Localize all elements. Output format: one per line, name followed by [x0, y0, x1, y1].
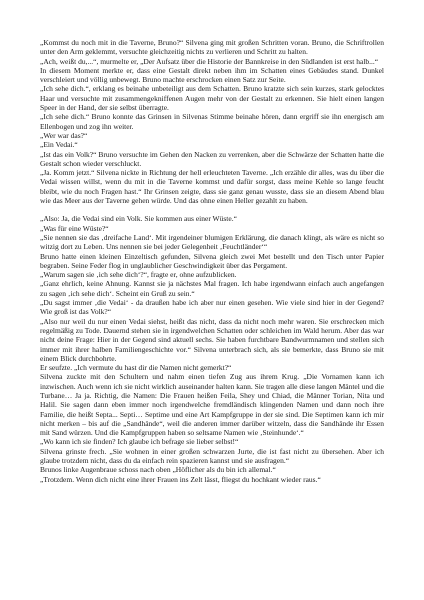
- paragraph: „Ich sehe dich.“ Bruno konnte das Grinsen in Silvenas Stimme beinahe hören, dann ergriff sie ihn energisch am Ellenbogen und zog ihn weiter.: [40, 112, 384, 131]
- paragraph: „Sie nennen sie das ‚dreifache Land‘. Mit irgendeiner blumigen Erklärung, die danach klingt, als wäre es nicht so witzig dort zu Leben. Uns nennen sie bei jeder Gelegenheit ‚Feuchtländer‘“: [40, 232, 384, 252]
- paragraph: „Warum sagen sie ‚ich sehe dich‘?“, fragte er, ohne aufzublicken.: [40, 270, 237, 280]
- paragraph: „Was für eine Wüste?“: [40, 223, 109, 233]
- section-1: [40, 38, 384, 205]
- paragraph: „Also: Ja, die Vedai sind ein Volk. Sie kommen aus einer Wüste.“: [40, 214, 237, 224]
- paragraph: In diesem Moment merkte er, dass eine Gestalt direkt neben ihm im Schatten eines Gebäudes stand. Dunkel verschleiert und völlig unbewegt. Bruno machte erschrocken einen Satz zur Seite.: [40, 65, 384, 85]
- paragraph: „Du sagst immer ‚die Vedai‘ - da draußen habe ich aber nur einen gesehen. Wie viele sind hier in der Gegend? Wie groß ist das Volk?“: [40, 298, 384, 317]
- section-2: [40, 214, 384, 484]
- paragraph: „Trotzdem. Wenn dich nicht eine ihrer Frauen ins Zelt lässt, fliegst du hochkant wieder raus.“: [40, 474, 321, 484]
- paragraph: „Ganz ehrlich, keine Ahnung. Kannst sie ja nächstes Mal fragen. Ich habe irgendwann einfach auch angefangen zu sagen ‚ich sehe dich‘. Scheint ein Gruß zu sein.“: [40, 279, 384, 298]
- paragraph: Brunos linke Augenbraue schoss nach oben „Höflicher als du bin ich allemal.“: [40, 465, 276, 475]
- paragraph: „Ja. Komm jetzt.“ Silvena nickte in Richtung der hell erleuchteten Taverne. „Ich erzähle dir alles, was du über die Vedai wissen willst, wenn du mit in die Taverne kommst und dafür sorgst, dass meine Kehle so lange feucht bleibt, wie du noch Fragen hast.“ Ihr Grinsen zeigte, dass sie ganz genau wusste, dass sie an diesem Abend blau wie das Meer aus der Taverne gehen würde. Und das ohne einen Heller gezahlt zu haben.: [40, 168, 384, 206]
- paragraph: Bruno hatte einen kleinen Einzeltisch gefunden, Silvena gleich zwei Met bestellt und den Tisch unter Papier begraben. Seine Feder flog in unglaublicher Geschwindigkeit über das Pergament.: [40, 251, 384, 270]
- paragraph: „Wer war das?“: [40, 130, 88, 140]
- paragraph: Silvena grinste frech. „Sie wohnen in einer großen schwarzen Jurte, die ist fast nicht zu übersehen. Aber ich glaube trotzdem nicht, dass du da einfach rein spazieren kannst und sie ausfragen.“: [40, 446, 384, 466]
- paragraph: „Ein Vedai.“: [40, 140, 78, 150]
- section-break: [40, 205, 384, 214]
- paragraph: „Wo kann ich sie finden? Ich glaube ich befrage sie lieber selbst!“: [40, 437, 239, 447]
- paragraph: „Ist das ein Volk?“ Bruno versuchte im Gehen den Nacken zu verrenken, aber die Schwärze der Schatten hatte die Gestalt schon wieder verschluckt.: [40, 149, 384, 168]
- paragraph: „Also nur weil du nur einen Vedai siehst, heißt das nicht, dass da nicht noch mehr waren. Sie erschrecken mich regelmäßig zu Tode. Dauernd stehen sie in irgendwelchen Schatten oder schleichen im Wald herum. Aber das war nicht deine Frage: Hier in der Gegend sind aktuell sechs. Sie haben furchtbare Bandwurmnamen und stellen sich immer mit ihrer halben Familiengeschichte vor.“ Silvena unterbrach sich, als sie bemerkte, dass Bruno sie mit einem Blick durchbohrte.: [40, 316, 384, 363]
- paragraph: Er seufzte. „Ich vermute du hast dir die Namen nicht gemerkt?“: [40, 363, 232, 373]
- paragraph: „Ich sehe dich.“, erklang es beinahe unbeteiligt aus dem Schatten. Bruno kratzte sich sein kurzes, stark gelocktes Haar und versuchte mit zusammengekniffenen Augen mehr von der Gestalt zu erkennen. Sie hielt einen langen Speer in der Hand, der sie selbst überragte.: [40, 84, 384, 113]
- paragraph: Silvena zuckte mit den Schultern und nahm einen tiefen Zug aus ihrem Krug. „Die Vornamen kann ich inzwischen. Auch wenn ich sie nicht wirklich auseinander halten kann. Sie tragen alle diese langen Mäntel und die Turbane… Ja ja. Richtig, die Namen: Die Frauen heißen Feila, Shey und Chiad, die Männer Torian, Nita und Halil. Sie sagen dann eben immer noch irgendwelche fremdländisch klingenden Namen und dann noch ihre Familie, die heißt Septa... Septi… Septime und eine Art Kampfgruppe in der sie sind. Die Septimen kann ich mir nicht merken – bis auf die „Sandhände“, weil die anderen immer darüber witzeln, dass die Sandhände ihr Essen mit Sand würzen. Und die Kampfgruppen haben so seltsame Namen wie ‚Steinhunde‘.“: [40, 372, 384, 438]
- paragraph: „Ach, weißt du,...“, murmelte er, „Der Aufsatz über die Historie der Bannkreise in den Südlanden ist erst halb...“: [40, 56, 379, 66]
- paragraph: „Kommst du noch mit in die Taverne, Bruno?“ Silvena ging mit großen Schritten voran. Bruno, die Schriftrollen unter den Arm geklemmt, versuchte gleichzeitig nichts zu verlieren und Schritt zu halten.: [40, 38, 384, 57]
